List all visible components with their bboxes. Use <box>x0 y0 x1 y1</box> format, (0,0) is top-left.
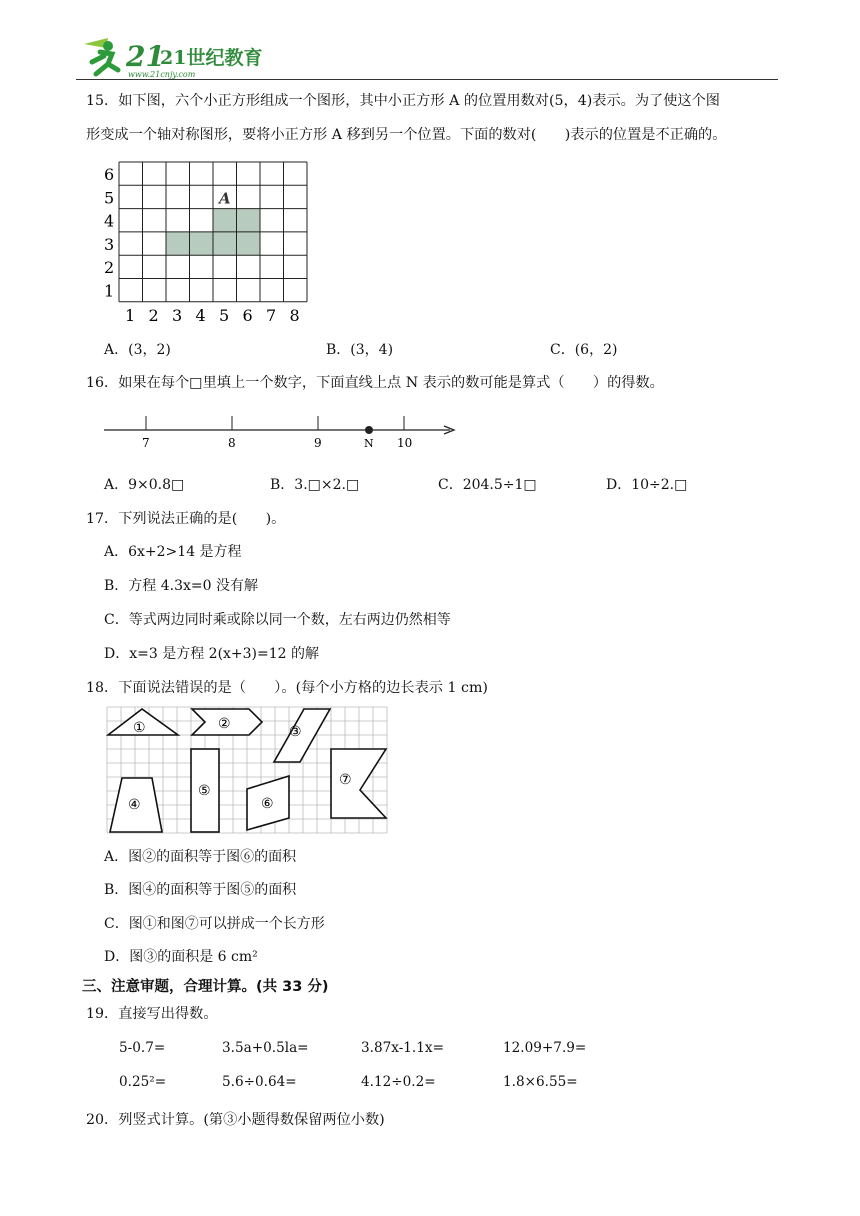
x-label-3: 3 <box>172 305 183 325</box>
shape-6-label: ⑥ <box>261 796 274 812</box>
q20-text: 20．列竖式计算。(第③小题得数保留两位小数) <box>86 1112 385 1128</box>
q16-option-b: B．3.□×2.□ <box>270 477 360 493</box>
header-rule <box>76 79 778 80</box>
q19-r1-c4: 12.09+7.9= <box>503 1040 587 1056</box>
runner-logo-icon <box>78 34 278 80</box>
q16-option-a: A．9×0.8□ <box>104 477 185 493</box>
shaded-square-4 <box>237 232 261 255</box>
q18-option-b: B．图④的面积等于图⑤的面积 <box>104 882 297 898</box>
point-label-n: N <box>364 437 374 450</box>
shaded-square-2 <box>190 232 214 255</box>
q19-r2-c3: 4.12÷0.2= <box>361 1074 436 1090</box>
x-label-6: 6 <box>242 305 253 325</box>
y-label-5: 5 <box>104 188 115 208</box>
x-label-8: 8 <box>289 305 300 325</box>
q19-r1-c1: 5-0.7= <box>119 1040 166 1056</box>
tick-label-7: 7 <box>142 436 150 450</box>
shaded-square-6 <box>237 209 261 232</box>
q16-option-c: C．204.5÷1□ <box>438 477 537 493</box>
q19-r2-c1: 0.25²= <box>119 1074 167 1090</box>
y-label-4: 4 <box>104 211 115 231</box>
q18-option-d: D．图③的面积是 6 cm² <box>104 949 258 965</box>
q16-text: 16．如果在每个□里填上一个数字，下面直线上点 N 表示的数可能是算式（ ）的得数。 <box>86 375 664 391</box>
q19-r1-c3: 3.87x-1.1x= <box>361 1040 444 1056</box>
y-label-2: 2 <box>104 258 115 278</box>
point-n <box>365 426 373 434</box>
q17-option-a: A．6x+2>14 是方程 <box>104 544 242 560</box>
q17-option-c: C．等式两边同时乘或除以同一个数，左右两边仍然相等 <box>104 612 451 628</box>
q18-option-a: A．图②的面积等于图⑥的面积 <box>104 849 297 865</box>
q17-option-b: B．方程 4.3x=0 没有解 <box>104 578 258 594</box>
tick-label-9: 9 <box>314 436 322 450</box>
shape-1-label: ① <box>133 720 146 736</box>
q19-r2-c2: 5.6÷0.64= <box>222 1074 297 1090</box>
q19-r1-c2: 3.5a+0.5la= <box>222 1040 309 1056</box>
q15-option-a: A．(3，2) <box>104 342 171 358</box>
tick-label-10: 10 <box>397 436 413 450</box>
q15-grid-figure <box>100 156 320 326</box>
y-label-6: 6 <box>104 165 115 184</box>
y-label-1: 1 <box>104 281 115 301</box>
x-label-2: 2 <box>148 305 159 325</box>
x-label-5: 5 <box>219 305 230 325</box>
y-label-3: 3 <box>104 234 115 254</box>
shape-5-label: ⑤ <box>198 783 211 799</box>
q18-shapes-figure <box>106 706 388 836</box>
x-label-4: 4 <box>195 305 206 325</box>
square-a-label: A <box>219 189 231 208</box>
tick-label-8: 8 <box>228 436 236 450</box>
q17-option-d: D．x=3 是方程 2(x+3)=12 的解 <box>104 646 320 662</box>
x-label-1: 1 <box>125 305 136 325</box>
logo-text: 21世纪教育 <box>160 47 263 69</box>
q19-text: 19．直接写出得数。 <box>86 1006 218 1022</box>
q15-text-line2: 形变成一个轴对称图形，要将小正方形 A 移到另一个位置。下面的数对( )表示的位置是不正确的。 <box>86 127 727 143</box>
shape-7-label: ⑦ <box>339 772 352 788</box>
section-3-title: 三、注意审题，合理计算。(共 33 分) <box>82 979 329 995</box>
q15-option-b: B．(3，4) <box>326 342 394 358</box>
q15-option-c: C．(6，2) <box>550 342 618 358</box>
shaded-square-3 <box>213 232 237 255</box>
q18-text: 18．下面说法错误的是（ ）。(每个小方格的边长表示 1 cm) <box>86 680 488 696</box>
shape-3-parallelogram <box>274 709 330 762</box>
q15-text-line1: 15．如下图，六个小正方形组成一个图形，其中小正方形 A 的位置用数对(5，4)表示。为了使这个图 <box>86 93 720 109</box>
shape-4-label: ④ <box>128 797 141 813</box>
logo-url: www.21cnjy.com <box>128 70 196 79</box>
q19-r2-c4: 1.8×6.55= <box>503 1074 578 1090</box>
shape-3-label: ③ <box>289 724 302 740</box>
q16-number-line <box>100 410 460 452</box>
x-label-7: 7 <box>266 305 277 325</box>
header-logo <box>78 34 278 80</box>
shaded-square-1 <box>166 232 190 255</box>
shape-2-label: ② <box>218 716 231 732</box>
q17-text: 17．下列说法正确的是( )。 <box>86 511 286 527</box>
q16-option-d: D．10÷2.□ <box>606 477 688 493</box>
q18-option-c: C．图①和图⑦可以拼成一个长方形 <box>104 916 325 932</box>
logo-21: 21 <box>126 40 165 73</box>
shaded-square-5 <box>213 209 237 232</box>
